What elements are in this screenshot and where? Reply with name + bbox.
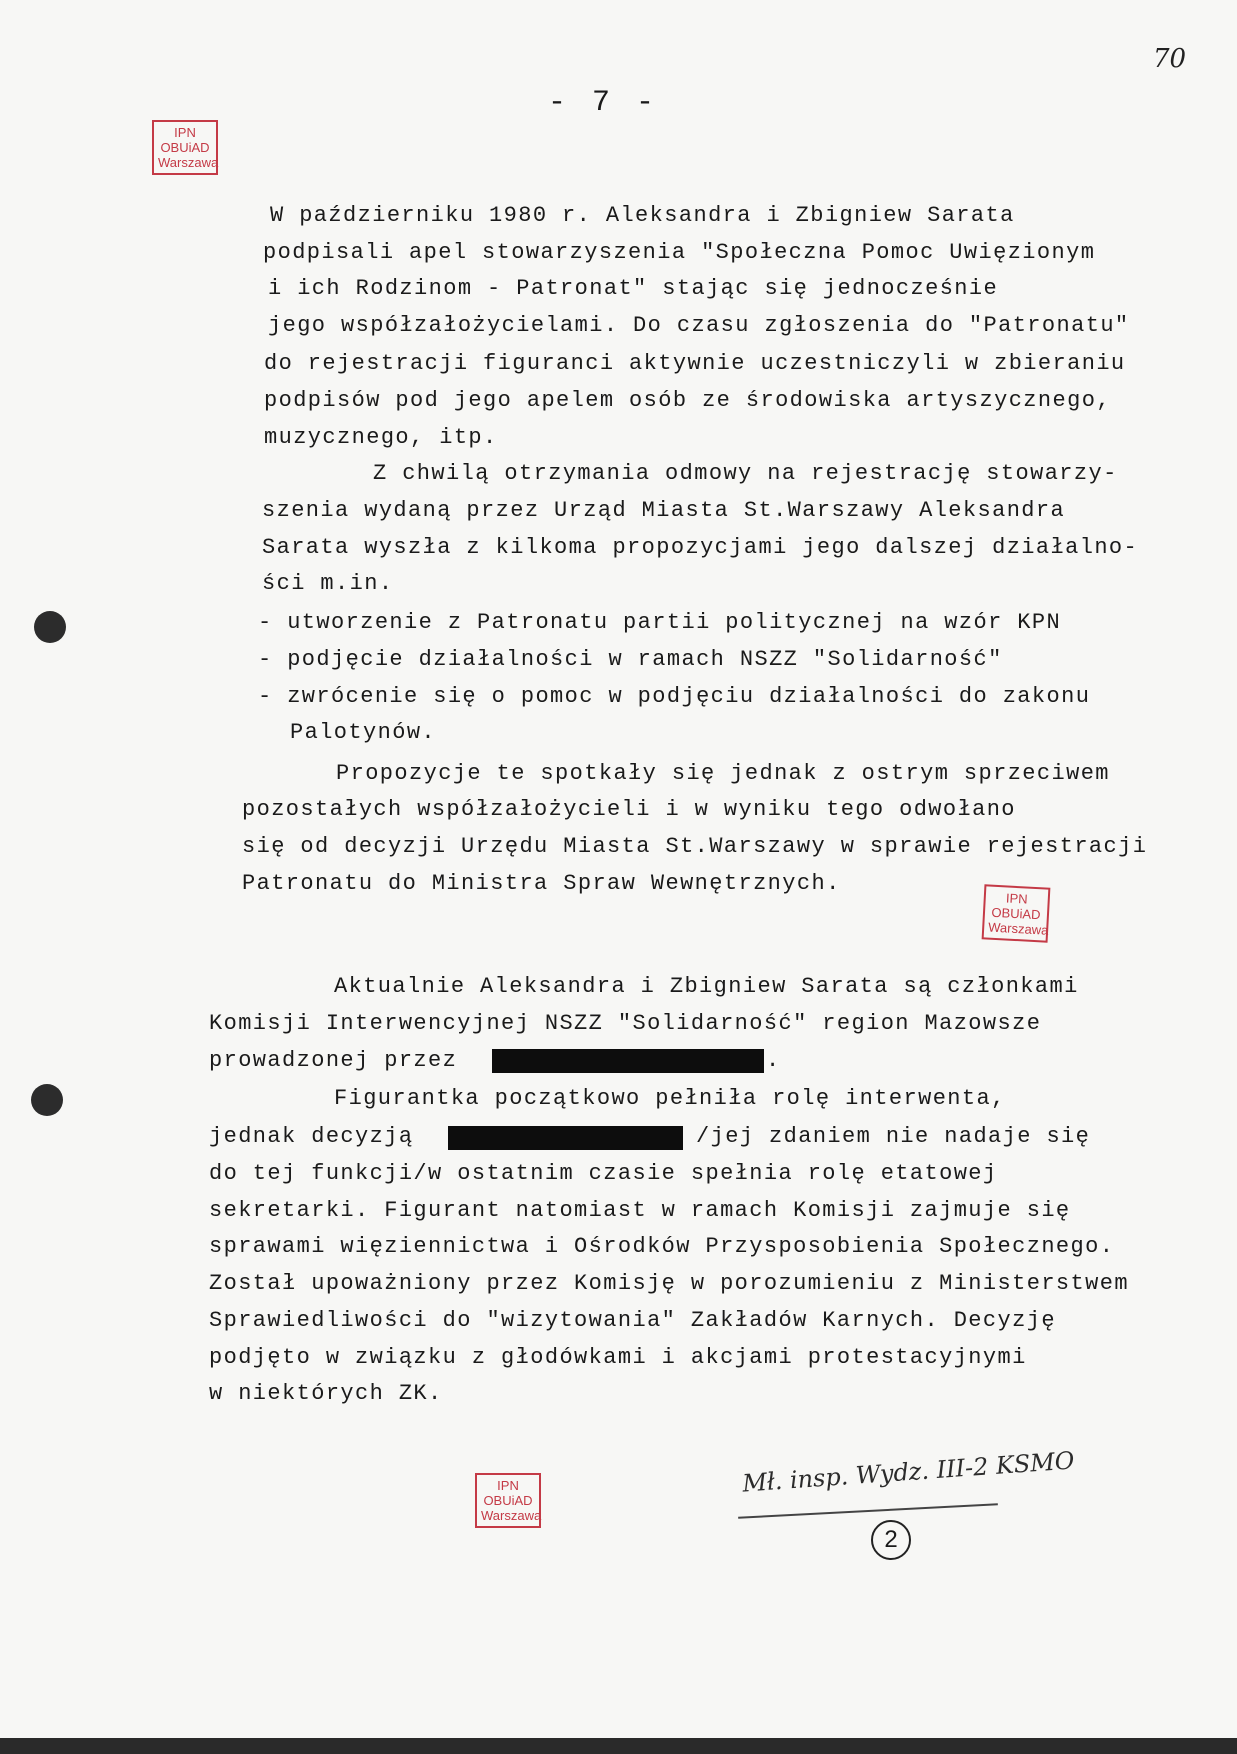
text-line: Figurantka początkowo pełniła rolę interwenta, [334, 1086, 1006, 1111]
stamp-line: IPN [1005, 890, 1028, 907]
stamp-line: Warszawa [158, 155, 219, 170]
text-line: do rejestracji figuranci aktywnie uczestniczyli w zbieraniu [264, 351, 1126, 376]
text-line: Sprawiedliwości do "wizytowania" Zakładów Karnych. Decyzję [209, 1308, 1056, 1333]
ipn-stamp [982, 884, 1051, 942]
text-line: się od decyzji Urzędu Miasta St.Warszawy w sprawie rejestracji [242, 834, 1148, 859]
text-line: muzycznego, itp. [264, 425, 498, 450]
punch-hole [31, 1084, 63, 1116]
text-line: i ich Rodzinom - Patronat" stając się jednocześnie [268, 276, 999, 301]
stamp-line: OBUiAD [991, 904, 1041, 923]
text-line: jego współzałożycielami. Do czasu zgłoszenia do "Patronatu" [268, 313, 1130, 338]
text-line: Aktualnie Aleksandra i Zbigniew Sarata są członkami [334, 974, 1079, 999]
text-line: /jej zdaniem nie nadaje się [696, 1124, 1091, 1149]
text-line: w niektórych ZK. [209, 1381, 443, 1406]
text-line: szenia wydaną przez Urząd Miasta St.Warszawy Aleksandra [262, 498, 1066, 523]
text-line: podjęto w związku z głodówkami i akcjami protestacyjnymi [209, 1345, 1027, 1370]
text-line: - utworzenie z Patronatu partii politycznej na wzór KPN [258, 610, 1062, 635]
stamp-line: OBUiAD [160, 140, 210, 155]
text-line: Komisji Interwencyjnej NSZZ "Solidarność" region Mazowsze [209, 1011, 1042, 1036]
stamp-line: OBUiAD [483, 1493, 533, 1508]
text-line: sekretarki. Figurant natomiast w ramach Komisji zajmuje się [209, 1198, 1071, 1223]
text-line: prowadzonej przez [209, 1048, 458, 1073]
text-line: sprawami więziennictwa i Ośrodków Przysposobienia Społecznego. [209, 1234, 1115, 1259]
punch-hole [34, 611, 66, 643]
text-line: Propozycje te spotkały się jednak z ostrym sprzeciwem [336, 761, 1110, 786]
folio-number: 70 [1153, 44, 1187, 74]
page-number: - 7 - [548, 86, 659, 120]
stamp-line: Warszawa [987, 919, 1049, 938]
stamp-line: IPN [497, 1478, 519, 1493]
signature-line [738, 1503, 998, 1519]
text-line: W październiku 1980 r. Aleksandra i Zbigniew Sarata [270, 203, 1015, 228]
redacted-name [448, 1126, 683, 1150]
stamp-line: Warszawa [481, 1508, 542, 1523]
text-line: jednak decyzją [209, 1124, 414, 1149]
text-line: podpisów pod jego apelem osób ze środowiska artyszycznego, [264, 388, 1111, 413]
text-line: pozostałych współzałożycieli i w wyniku tego odwołano [242, 797, 1016, 822]
text-line: do tej funkcji/w ostatnim czasie spełnia rolę etatowej [209, 1161, 998, 1186]
text-line: Sarata wyszła z kilkoma propozycjami jego dalszej działalno- [262, 535, 1139, 560]
text-line: Patronatu do Ministra Spraw Wewnętrznych. [242, 871, 841, 896]
redacted-name [492, 1049, 764, 1073]
text-line: - podjęcie działalności w ramach NSZZ "Solidarność" [258, 647, 1003, 672]
text-line: Palotynów. [290, 720, 437, 745]
ipn-stamp [152, 120, 218, 175]
text-line: Z chwilą otrzymania odmowy na rejestrację stowarzy- [373, 461, 1118, 486]
circled-number: 2 [871, 1520, 911, 1560]
text-line: Został upoważniony przez Komisję w porozumieniu z Ministerstwem [209, 1271, 1129, 1296]
scan-edge [0, 1738, 1237, 1754]
stamp-line: IPN [174, 125, 196, 140]
text-line: ści m.in. [262, 571, 394, 596]
text-line: . [766, 1048, 781, 1073]
handwritten-initials: Mł. insp. Wydz. III-2 KSMO [741, 1446, 1076, 1498]
ipn-stamp [475, 1473, 541, 1528]
text-line: podpisali apel stowarzyszenia "Społeczna Pomoc Uwięzionym [263, 240, 1096, 265]
text-line: - zwrócenie się o pomoc w podjęciu działalności do zakonu [258, 684, 1091, 709]
